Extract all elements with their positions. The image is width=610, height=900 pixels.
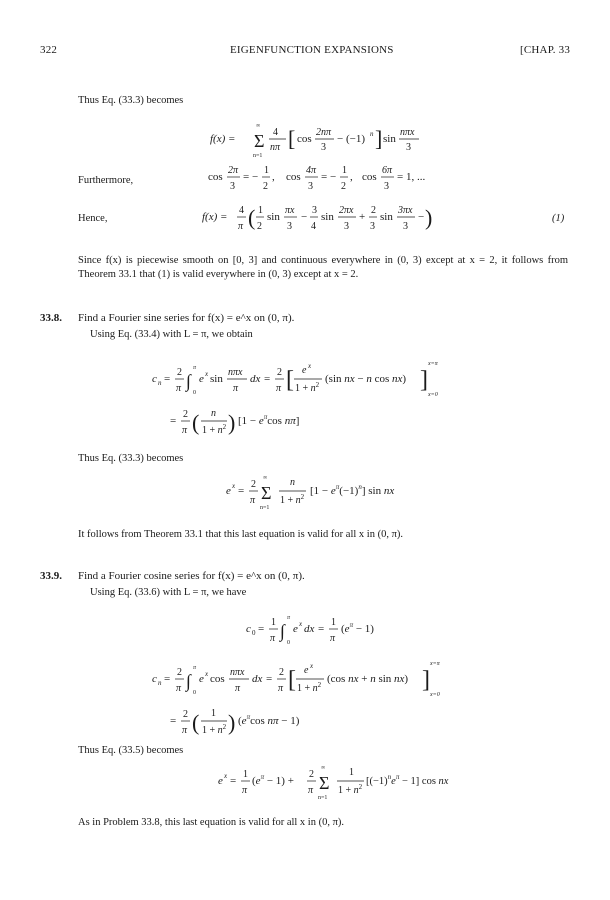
svg-text:3: 3 — [321, 142, 326, 153]
svg-text:e: e — [302, 365, 307, 376]
intro-paragraph: Since f(x) is piecewise smooth on [0, 3] and continuous everywhere in (0, 3) except at x = 2, it follows from Theorem 33.1 that (1) is valid everywhere in (0, 3) except at x = 2. — [78, 255, 568, 280]
svg-text:n=1: n=1 — [260, 505, 270, 511]
svg-text:cos: cos — [362, 171, 377, 183]
svg-text:1: 1 — [258, 205, 263, 216]
svg-text:x=0: x=0 — [430, 692, 440, 698]
problem-33-9-number: 33.9. — [40, 570, 62, 582]
svg-text:dx: dx — [252, 673, 263, 685]
problem-33-9-c0-equation — [246, 612, 376, 650]
svg-text:4π: 4π — [306, 165, 317, 176]
svg-text:=: = — [318, 623, 325, 635]
svg-text:π: π — [176, 383, 182, 394]
svg-text:=: = — [238, 485, 245, 497]
svg-text:[1 − eπcos nπ]: [$1 - e^\pi\cos$ nπ] — [238, 413, 300, 427]
svg-text:π: π — [330, 633, 336, 644]
svg-text:1: 1 — [331, 617, 336, 628]
svg-text:): ) — [228, 410, 236, 435]
svg-text:− (−1): − (−1) — [337, 133, 365, 145]
problem-33-8-series-equation — [226, 470, 426, 514]
svg-text:1: 1 — [271, 617, 276, 628]
svg-text:=: = — [164, 673, 171, 685]
svg-text:x: x — [308, 362, 312, 370]
problem-33-8-thus: Thus Eq. (33.3) becomes — [78, 453, 184, 464]
svg-text:=: = — [164, 373, 171, 385]
svg-text:Σ: Σ — [254, 131, 265, 151]
svg-text:3: 3 — [403, 221, 408, 232]
svg-text:dx: dx — [250, 373, 261, 385]
svg-text:2: 2 — [341, 181, 346, 192]
svg-text:): ) — [228, 710, 236, 735]
svg-text:[: [ — [286, 367, 294, 393]
svg-text:e: e — [199, 673, 204, 685]
svg-text:2: 2 — [279, 667, 284, 678]
svg-text:4: 4 — [273, 127, 278, 138]
svg-text:sin: sin — [267, 211, 280, 223]
problem-33-9-cn-equation-2 — [170, 704, 340, 740]
svg-text:= −: = − — [243, 171, 259, 183]
svg-text:1: 1 — [243, 769, 248, 780]
svg-text:cos: cos — [210, 673, 225, 685]
intro-equation-2 — [208, 162, 426, 198]
svg-text:e: e — [218, 775, 223, 787]
svg-text:1: 1 — [211, 708, 216, 719]
furthermore-label: Furthermore, — [78, 175, 134, 186]
svg-text:=: = — [258, 623, 265, 635]
svg-text:3: 3 — [230, 181, 235, 192]
svg-text:= 1, ...: = 1, ... — [397, 171, 426, 183]
svg-text:1 + n2: $1 + n^2$ — [202, 423, 227, 436]
svg-text:= −: = − — [321, 171, 337, 183]
hence-label: Hence, — [78, 213, 108, 224]
svg-text:+: + — [359, 211, 366, 223]
chapter-title: EIGENFUNCTION EXPANSIONS — [230, 44, 394, 56]
svg-text:nπx: nπx — [230, 667, 245, 678]
svg-text:1 + n2: $1 + n^2$ — [295, 381, 320, 394]
svg-text:π: π — [276, 383, 282, 394]
svg-text:n: n — [290, 477, 295, 488]
intro-thus-line: Thus Eq. (33.3) becomes — [78, 95, 184, 106]
svg-text:1: 1 — [264, 165, 269, 176]
svg-text:nπ: nπ — [270, 142, 281, 153]
svg-text:∞: ∞ — [263, 475, 268, 481]
svg-text:2: 2 — [371, 205, 376, 216]
svg-text:[1 − eπ(−1)n] sin nx: $[1 - e^\pi(-1)^n]$ sin nx — [310, 483, 395, 497]
svg-text:∫: ∫ — [186, 371, 191, 391]
svg-text:x=0: x=0 — [428, 392, 438, 398]
svg-text:n=1: n=1 — [253, 153, 263, 159]
svg-text:1 + n2: $1 + n^2$ — [338, 783, 363, 796]
svg-text:∫: ∫ — [280, 621, 285, 641]
page-number: 322 — [40, 44, 58, 56]
problem-33-8-conclusion: It follows from Theorem 33.1 that this last equation is valid for all x in (0, π). — [78, 529, 404, 540]
svg-text:π: π — [250, 495, 256, 506]
svg-text:[(−1)neπ − 1] cos nx: $[(-1)^ne^\pi - 1]$ cos nx — [366, 773, 449, 787]
svg-text:0: 0 — [252, 629, 256, 637]
svg-text:1 + n2: $1 + n^2$ — [280, 493, 305, 506]
svg-text:]: ] — [375, 126, 383, 151]
svg-text:2: 2 — [257, 221, 262, 232]
svg-text:π: π — [233, 383, 239, 394]
svg-text:2nπ: 2nπ — [316, 127, 332, 138]
svg-text:(eπ − 1) +: $(e^\pi - 1)$ + — [252, 773, 294, 787]
svg-text:2: 2 — [309, 769, 314, 780]
svg-text:4: 4 — [311, 221, 316, 232]
svg-text:(: ( — [192, 410, 200, 435]
svg-text:sin: sin — [380, 211, 393, 223]
svg-text:3: 3 — [308, 181, 313, 192]
svg-text:3: 3 — [384, 181, 389, 192]
svg-text:2: 2 — [177, 367, 182, 378]
svg-text:∞: ∞ — [321, 765, 326, 771]
svg-text:π: π — [182, 725, 188, 736]
svg-text:=: = — [170, 415, 177, 427]
svg-text:(sin nx − n cos nx): (sin nx − n cos nx) — [325, 373, 407, 385]
problem-33-8-number: 33.8. — [40, 312, 62, 324]
svg-text:e: e — [199, 373, 204, 385]
svg-text:x: x — [205, 670, 209, 678]
svg-text:sin: sin — [383, 133, 396, 145]
svg-text:1: 1 — [342, 165, 347, 176]
problem-33-9-conclusion: As in Problem 33.8, this last equation is valid for all x in (0, π). — [78, 817, 345, 828]
svg-text:n: n — [370, 130, 374, 138]
svg-text:2: 2 — [263, 181, 268, 192]
svg-text:2πx: 2πx — [339, 205, 354, 216]
svg-text:π: π — [242, 785, 248, 796]
svg-text:π: π — [176, 683, 182, 694]
svg-text:c: c — [152, 673, 157, 685]
svg-text:6π: 6π — [382, 165, 393, 176]
svg-text:2: 2 — [251, 479, 256, 490]
svg-text:dx: dx — [304, 623, 315, 635]
svg-text:3: 3 — [287, 221, 292, 232]
svg-text:f(x) =: f(x) = — [210, 133, 236, 145]
svg-text:3: 3 — [312, 205, 317, 216]
svg-text:0: 0 — [193, 390, 196, 396]
svg-text:2: 2 — [277, 367, 282, 378]
svg-text:1 + n2: $1 + n^2$ — [202, 723, 227, 736]
problem-33-9-thus: Thus Eq. (33.5) becomes — [78, 745, 184, 756]
svg-text:,: , — [272, 171, 275, 183]
svg-text:3πx: 3πx — [398, 205, 413, 216]
svg-text:x: x — [224, 772, 228, 780]
svg-text:π: π — [235, 683, 241, 694]
svg-text:[: [ — [288, 126, 296, 151]
svg-text:e: e — [293, 623, 298, 635]
equation-number-1: (1) — [552, 213, 565, 224]
problem-33-9-statement: Find a Fourier cosine series for f(x) = e^x on (0, π). — [78, 570, 305, 582]
svg-text:x: x — [310, 662, 314, 670]
svg-text:Σ: Σ — [319, 773, 330, 793]
svg-text:3: 3 — [370, 221, 375, 232]
svg-text:cos: cos — [286, 171, 301, 183]
svg-text:[: [ — [288, 667, 296, 693]
svg-text:(: ( — [192, 710, 200, 735]
svg-text:2π: 2π — [228, 165, 239, 176]
svg-text:x=π: x=π — [430, 661, 440, 667]
svg-text:2: 2 — [183, 409, 188, 420]
svg-text:π: π — [287, 615, 291, 621]
svg-text:π: π — [308, 785, 314, 796]
svg-text:π: π — [278, 683, 284, 694]
svg-text:(eπcos nπ − 1): ($e^\pi\cos$ nπ − 1) — [238, 713, 300, 727]
svg-text:−: − — [418, 211, 425, 223]
intro-equation-1 — [210, 116, 415, 164]
svg-text:1: 1 — [349, 767, 354, 778]
intro-equation-3 — [202, 198, 432, 240]
svg-text:x=π: x=π — [428, 361, 438, 367]
svg-text:0: 0 — [193, 690, 196, 696]
svg-text:π: π — [270, 633, 276, 644]
svg-text:cos: cos — [208, 171, 223, 183]
svg-text:∫: ∫ — [186, 671, 191, 691]
svg-text:n: n — [211, 408, 216, 419]
svg-text:4: 4 — [239, 205, 244, 216]
problem-33-8-statement: Find a Fourier sine series for f(x) = e^x on (0, π). — [78, 312, 295, 324]
svg-text:3: 3 — [344, 221, 349, 232]
svg-text:π: π — [182, 425, 188, 436]
svg-text:c: c — [152, 373, 157, 385]
svg-text:=: = — [170, 715, 177, 727]
problem-33-8-cn-equation-2 — [170, 404, 330, 440]
problem-33-8-using: Using Eq. (33.4) with L = π, we obtain — [90, 329, 253, 340]
svg-text:Σ: Σ — [261, 483, 272, 503]
svg-text:1 + n2: $1 + n^2$ — [297, 681, 322, 694]
svg-text:n: n — [158, 379, 162, 387]
svg-text:πx: πx — [285, 205, 295, 216]
problem-33-9-cn-equation — [152, 656, 442, 702]
svg-text:c: c — [246, 623, 251, 635]
svg-text:π: π — [238, 221, 244, 232]
svg-text:f(x) =: f(x) = — [202, 211, 228, 223]
svg-text:0: 0 — [287, 640, 290, 646]
svg-text:e: e — [304, 665, 309, 676]
chapter-ref: [CHAP. 33 — [520, 44, 571, 56]
svg-text:(eπ − 1): $(e^\pi - 1)$ — [341, 621, 374, 635]
problem-33-9-series-equation — [218, 760, 449, 804]
problem-33-8-cn-equation — [152, 356, 442, 402]
svg-text:π: π — [193, 665, 197, 671]
svg-text:x: x — [205, 370, 209, 378]
svg-text:n=1: n=1 — [318, 795, 328, 801]
svg-text:n: n — [158, 679, 162, 687]
svg-text:cos: cos — [297, 133, 312, 145]
problem-33-9-using: Using Eq. (33.6) with L = π, we have — [90, 587, 247, 598]
svg-text:e: e — [226, 485, 231, 497]
svg-text:(cos nx + n sin nx): (cos nx + n sin nx) — [327, 673, 409, 685]
svg-text:): ) — [425, 205, 433, 230]
svg-text:−: − — [301, 211, 308, 223]
svg-text:3: 3 — [406, 142, 411, 153]
svg-text:=: = — [230, 775, 237, 787]
svg-text:]: ] — [422, 667, 430, 693]
svg-text:π: π — [193, 365, 197, 371]
svg-text:x: x — [232, 482, 236, 490]
svg-text:2: 2 — [183, 709, 188, 720]
svg-text:]: ] — [420, 367, 428, 393]
svg-text:nπx: nπx — [400, 127, 415, 138]
svg-text:nπx: nπx — [228, 367, 243, 378]
svg-text:(: ( — [248, 205, 256, 230]
svg-text:sin: sin — [210, 373, 223, 385]
svg-text:∞: ∞ — [256, 123, 261, 129]
svg-text:,: , — [350, 171, 353, 183]
svg-text:sin: sin — [321, 211, 334, 223]
svg-text:=: = — [266, 673, 273, 685]
svg-text:2: 2 — [177, 667, 182, 678]
svg-text:=: = — [264, 373, 271, 385]
svg-text:x: x — [299, 620, 303, 628]
